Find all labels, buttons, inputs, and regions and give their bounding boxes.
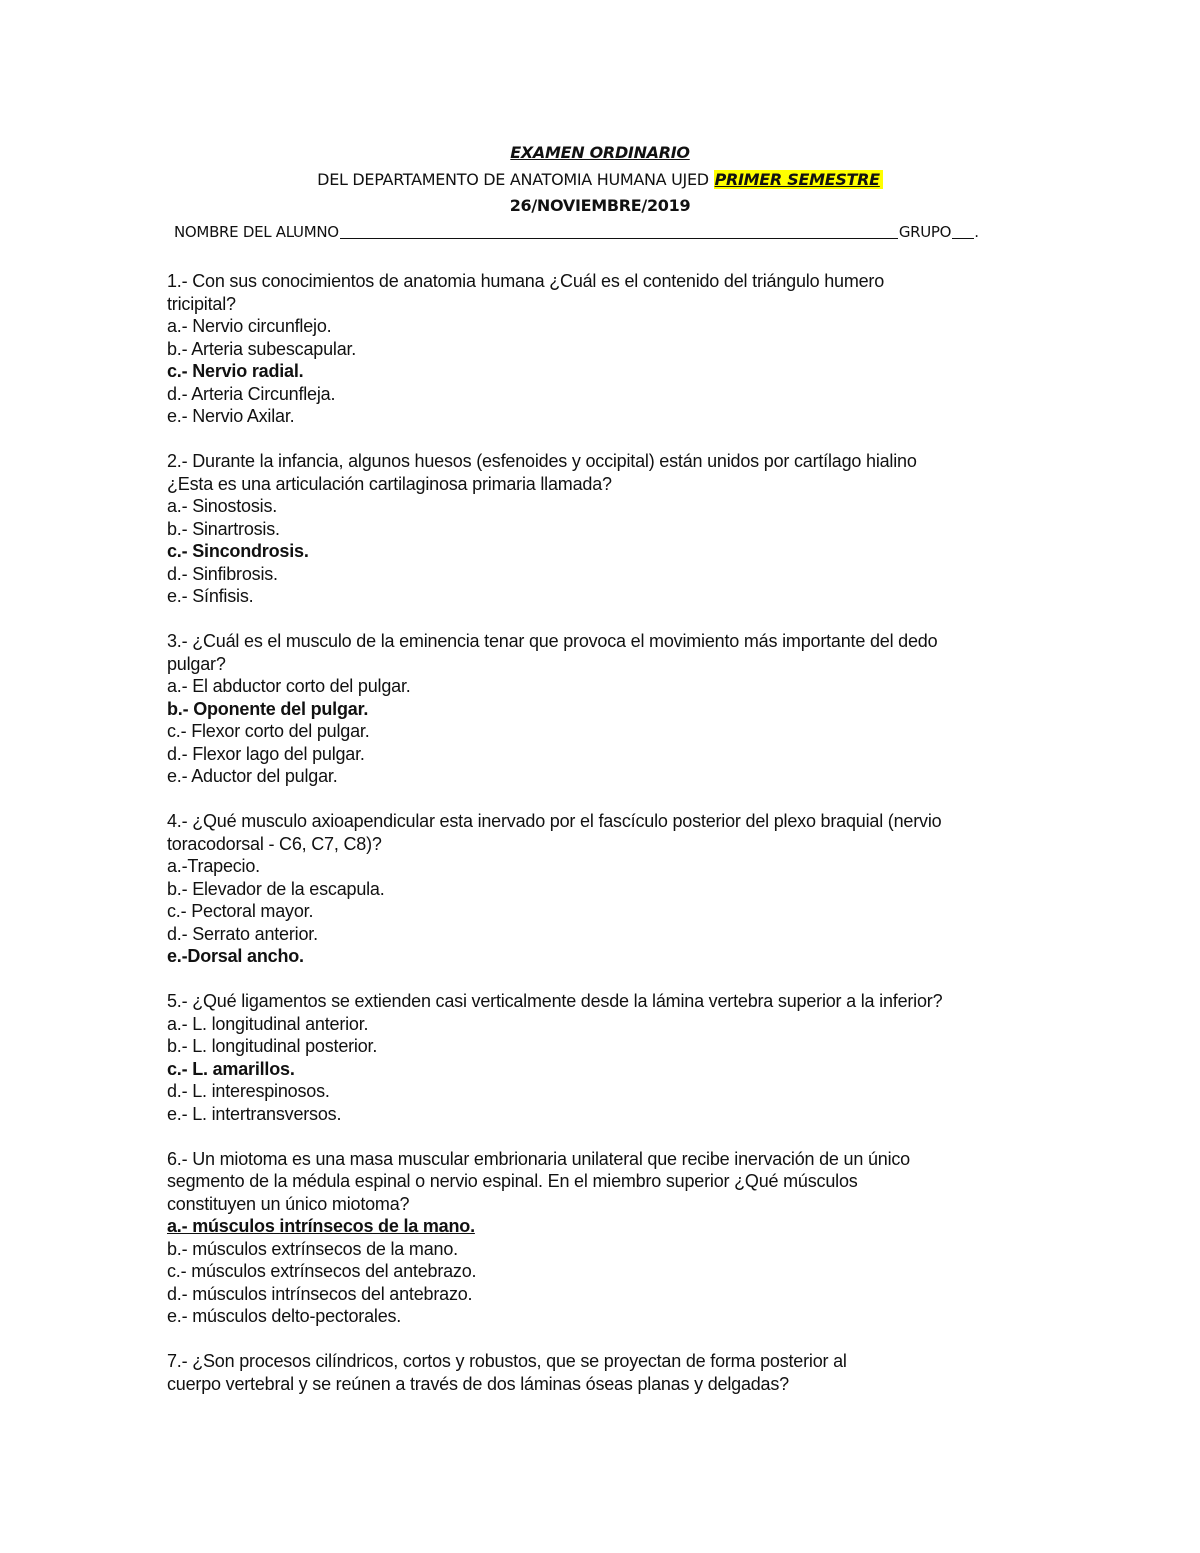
question-3 (167, 630, 1047, 788)
exam-date: 26/NOVIEMBRE/2019 (509, 196, 691, 215)
answer-option: c.- Flexor corto del pulgar. (167, 721, 370, 741)
department-text: DEL DEPARTAMENTO DE ANATOMIA HUMANA UJED (317, 170, 709, 189)
answer-option: e.- músculos delto-pectorales. (167, 1306, 402, 1326)
student-name-blank[interactable] (340, 238, 898, 239)
group-label: GRUPO (898, 223, 952, 241)
question-2 (167, 450, 1047, 608)
answer-option: e.- Aductor del pulgar. (167, 766, 338, 786)
answer-option: b.- Sinartrosis. (167, 518, 280, 539)
answer-option: e.- L. intertransversos. (167, 1103, 342, 1124)
answer-option: c.- músculos extrínsecos del antebrazo. (167, 1261, 477, 1281)
question-list (167, 270, 1047, 1418)
question-text: constituyen un único miotoma? (167, 1193, 410, 1214)
question-7 (167, 1350, 1047, 1395)
question-text: toracodorsal - C6, C7, C8)? (167, 833, 382, 854)
answer-option: d.- Flexor lago del pulgar. (167, 743, 365, 764)
answer-option: a.- El abductor corto del pulgar. (167, 676, 411, 696)
answer-option-correct: b.- Oponente del pulgar. (167, 698, 369, 719)
question-text: 1.- Con sus conocimientos de anatomia humana ¿Cuál es el contenido del triángulo humero (167, 271, 885, 291)
answer-option: d.- Serrato anterior. (167, 923, 318, 944)
question-4 (167, 810, 1047, 968)
question-text: segmento de la médula espinal o nervio espinal. En el miembro superior ¿Qué músculos (167, 1171, 858, 1191)
answer-option: b.- músculos extrínsecos de la mano. (167, 1238, 458, 1259)
question-text: 5.- ¿Qué ligamentos se extienden casi verticalmente desde la lámina vertebra superior a la inferior? (167, 991, 943, 1011)
question-text: 7.- ¿Son procesos cilíndricos, cortos y robustos, que se proyectan de forma posterior al (167, 1351, 847, 1371)
answer-option-correct: c.- Nervio radial. (167, 361, 304, 381)
question-text: cuerpo vertebral y se reúnen a través de dos láminas óseas planas y delgadas? (167, 1373, 789, 1394)
answer-option: a.- L. longitudinal anterior. (167, 1013, 369, 1034)
question-text: 2.- Durante la infancia, algunos huesos (esfenoides y occipital) están unidos por cartílago hialino (167, 451, 917, 471)
answer-option: d.- músculos intrínsecos del antebrazo. (167, 1283, 473, 1304)
exam-title: EXAMEN ORDINARIO (510, 143, 690, 162)
group-blank[interactable] (952, 238, 974, 239)
question-text: 4.- ¿Qué musculo axioapendicular esta inervado por el fascículo posterior del plexo braquial (nervio (167, 811, 942, 831)
question-6 (167, 1148, 1047, 1328)
question-5 (167, 990, 1047, 1125)
question-1 (167, 270, 1047, 428)
question-text: 6.- Un miotoma es una masa muscular embrionaria unilateral que recibe inervación de un único (167, 1148, 910, 1169)
student-name-label: NOMBRE DEL ALUMNO (174, 223, 339, 241)
question-text: ¿Esta es una articulación cartilaginosa primaria llamada? (167, 473, 612, 494)
question-text: 3.- ¿Cuál es el musculo de la eminencia tenar que provoca el movimiento más importante del dedo (167, 631, 938, 651)
answer-option: a.-Trapecio. (167, 856, 260, 876)
question-text: tricipital? (167, 293, 236, 314)
student-info-line (174, 223, 1034, 241)
answer-option-correct: c.- L. amarillos. (167, 1058, 295, 1079)
group-end: . (974, 223, 979, 241)
answer-option-correct: a.- músculos intrínsecos de la mano. (167, 1216, 475, 1236)
answer-option-correct: e.-Dorsal ancho. (167, 946, 304, 966)
answer-option: c.- Pectoral mayor. (167, 901, 314, 921)
answer-option-correct: c.- Sincondrosis. (167, 541, 309, 561)
answer-option: d.- L. interespinosos. (167, 1081, 330, 1101)
answer-option: d.- Sinfibrosis. (167, 563, 278, 584)
answer-option: a.- Sinostosis. (167, 496, 278, 516)
answer-option: b.- Elevador de la escapula. (167, 878, 385, 899)
answer-option: b.- Arteria subescapular. (167, 338, 357, 359)
answer-option: a.- Nervio circunflejo. (167, 316, 332, 336)
semester-highlight: PRIMER SEMESTRE (714, 170, 883, 189)
answer-option: e.- Nervio Axilar. (167, 406, 295, 426)
answer-option: e.- Sínfisis. (167, 586, 254, 606)
question-text: pulgar? (167, 653, 226, 674)
department-line (0, 170, 1200, 189)
answer-option: d.- Arteria Circunfleja. (167, 383, 336, 404)
answer-option: b.- L. longitudinal posterior. (167, 1036, 378, 1056)
